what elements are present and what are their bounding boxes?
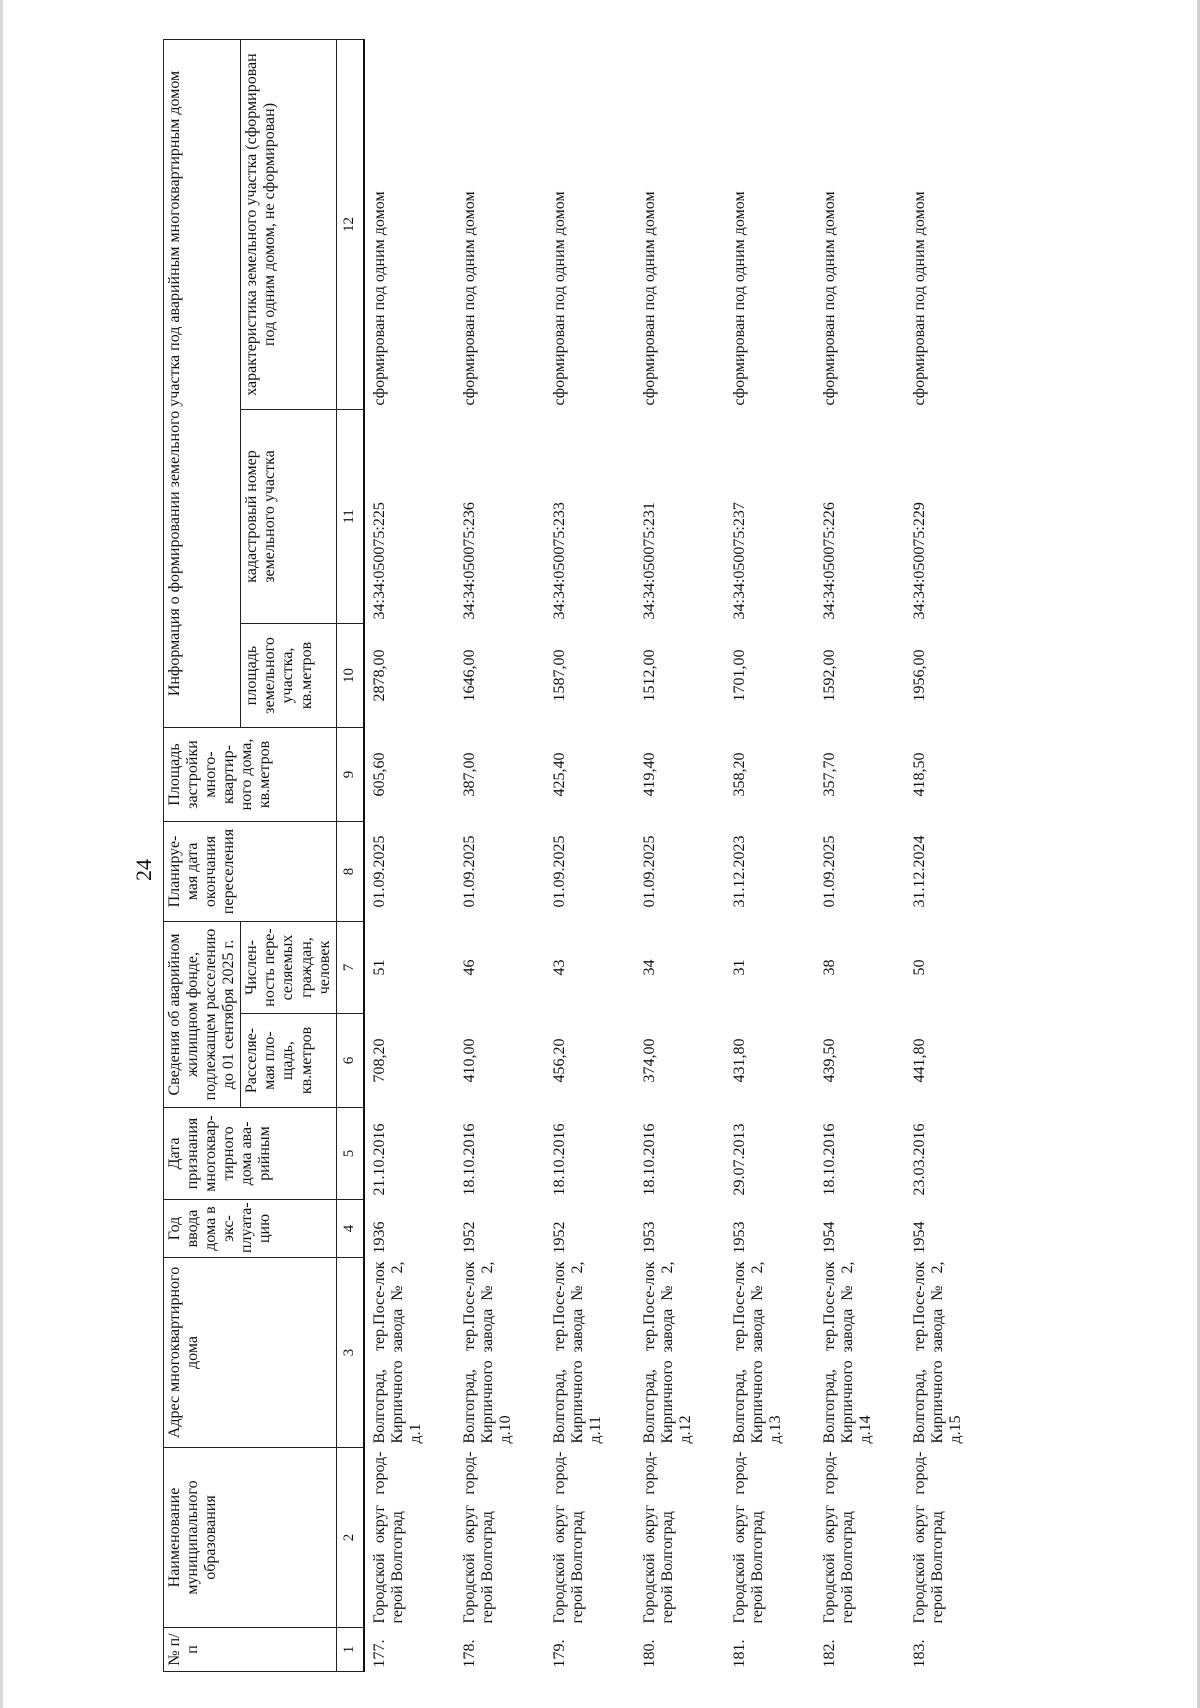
- cadastral-number: 34:34:050075:225: [364, 410, 455, 624]
- planned-resettlement-date: 31.12.2023: [730, 835, 748, 908]
- municipality-name: Городской округ город-герой Волгоград: [910, 1451, 946, 1624]
- building-footprint-area: 387,00: [460, 752, 478, 797]
- building-footprint-area: 605,60: [364, 728, 455, 822]
- emergency-date: 18.10.2016: [550, 1123, 568, 1196]
- resettled-area: 431,80: [730, 1038, 748, 1083]
- table-row: [635, 40, 725, 1672]
- header-cell: Адрес многоквартирного дома: [164, 1258, 337, 1448]
- house-address: Волгоград, тер.Посе-лок Кирпичного завода № 2, д.15: [910, 1261, 964, 1444]
- planned-resettlement-date: 01.09.2025: [460, 835, 478, 908]
- land-plot-status: сформирован под одним домом: [730, 191, 748, 406]
- land-plot-status: сформирован под одним домом: [640, 191, 658, 406]
- column-number: 11: [336, 410, 364, 624]
- municipality-name: Городской округ город-герой Волгоград: [550, 1451, 586, 1624]
- emergency-date: 18.10.2016: [460, 1123, 478, 1196]
- emergency-date: 23.03.2016: [910, 1123, 928, 1196]
- building-footprint-area: 357,70: [820, 752, 838, 797]
- table-row: [815, 40, 905, 1672]
- house-address: Волгоград, тер.Посе-лок Кирпичного завода № 2, д.13: [730, 1261, 784, 1444]
- resettled-people: 34: [640, 959, 658, 976]
- table-row: [725, 40, 815, 1672]
- document-sheet: [163, 40, 1175, 1672]
- house-address: Волгоград, тер.Посе-лок Кирпичного завода № 2, д.10: [460, 1261, 514, 1444]
- commissioning-year: 1954: [820, 1221, 838, 1254]
- commissioning-year: 1953: [640, 1221, 658, 1254]
- land-plot-status: сформирован под одним домом: [364, 40, 455, 410]
- house-address: Волгоград, тер.Посе-лок Кирпичного завода № 2, д.11: [550, 1261, 604, 1444]
- commissioning-year: 1952: [550, 1221, 568, 1254]
- row-number: 180.: [640, 1639, 658, 1668]
- column-number: 2: [336, 1448, 364, 1628]
- scan-left-edge: [0, 0, 3, 1708]
- land-plot-area: 1512,00: [640, 649, 658, 702]
- land-plot-area: 2878,00: [364, 624, 455, 728]
- header-cell: Дата признания многоквар-тирного дома ава-рийным: [164, 1108, 337, 1200]
- resettled-people: 51: [364, 922, 455, 1014]
- land-plot-area: 1956,00: [910, 649, 928, 702]
- cadastral-number: 34:34:050075:226: [820, 502, 838, 620]
- municipality-name: Городской округ город-герой Волгоград: [730, 1451, 766, 1624]
- header-group-cell: Информация о формировании земельного участка под аварийным многоквартирным домом: [164, 40, 241, 728]
- land-plot-status: сформирован под одним домом: [910, 191, 928, 406]
- header-cell: Площадь застройки много-квартир-ного дома, кв.метров: [164, 728, 337, 822]
- house-address: Волгоград, тер.Посе-лок Кирпичного завода № 2, д.14: [820, 1261, 874, 1444]
- planned-resettlement-date: 01.09.2025: [550, 835, 568, 908]
- resettled-people: 50: [910, 959, 928, 976]
- house-address: Волгоград, тер.Посе-лок Кирпичного завода № 2, д.1: [364, 1258, 455, 1448]
- planned-resettlement-date: 01.09.2025: [820, 835, 838, 908]
- header-cell: Планируе-мая дата окончания переселения: [164, 822, 337, 922]
- column-number: 10: [336, 624, 364, 728]
- row-number: 177.: [364, 1628, 455, 1672]
- land-plot-area: 1592,00: [820, 649, 838, 702]
- column-number-row: [336, 40, 364, 1672]
- header-cell: площадь земельного участка, кв.метров: [241, 624, 336, 728]
- land-plot-area: 1701,00: [730, 649, 748, 702]
- municipality-name: Городской округ город-герой Волгоград: [640, 1451, 676, 1624]
- header-cell: Наименование муниципального образования: [164, 1448, 337, 1628]
- row-number: 181.: [730, 1639, 748, 1668]
- cadastral-number: 34:34:050075:229: [910, 502, 928, 620]
- land-plot-status: сформирован под одним домом: [460, 191, 478, 406]
- municipality-name: Городской округ город-герой Волгоград: [820, 1451, 856, 1624]
- header-row-1: [164, 40, 241, 1672]
- header-cell: Числен-ность пере-селяемых граждан, человек: [241, 922, 336, 1014]
- header-cell: характеристика земельного участка (сформирован под одним домом, не сформирован): [241, 40, 336, 410]
- planned-resettlement-date: 01.09.2025: [364, 822, 455, 922]
- resettled-area: 374,00: [640, 1038, 658, 1083]
- table-row: [545, 40, 635, 1672]
- resettled-people: 31: [730, 959, 748, 976]
- emergency-date: 18.10.2016: [640, 1123, 658, 1196]
- table-row: [364, 40, 455, 1672]
- emergency-housing-table: [163, 39, 995, 1672]
- commissioning-year: 1954: [910, 1221, 928, 1254]
- table-row: [455, 40, 545, 1672]
- building-footprint-area: 425,40: [550, 752, 568, 797]
- page-number: 24: [131, 859, 156, 881]
- municipality-name: Городской округ город-герой Волгоград: [364, 1448, 455, 1628]
- column-number: 8: [336, 822, 364, 922]
- column-number: 9: [336, 728, 364, 822]
- column-number: 3: [336, 1258, 364, 1448]
- planned-resettlement-date: 01.09.2025: [640, 835, 658, 908]
- cadastral-number: 34:34:050075:237: [730, 502, 748, 620]
- table-row: [905, 40, 995, 1672]
- emergency-date: 29.07.2013: [730, 1123, 748, 1196]
- column-number: 4: [336, 1200, 364, 1258]
- house-address: Волгоград, тер.Посе-лок Кирпичного завода № 2, д.12: [640, 1261, 694, 1444]
- building-footprint-area: 419,40: [640, 752, 658, 797]
- row-number: 182.: [820, 1639, 838, 1668]
- header-cell: Год ввода дома в экс-плуата-цию: [164, 1200, 337, 1258]
- resettled-people: 43: [550, 959, 568, 976]
- building-footprint-area: 358,20: [730, 752, 748, 797]
- row-number: 183.: [910, 1639, 928, 1668]
- header-cell: № п/п: [164, 1628, 337, 1672]
- commissioning-year: 1953: [730, 1221, 748, 1254]
- column-number: 7: [336, 922, 364, 1014]
- land-plot-area: 1646,00: [460, 649, 478, 702]
- resettled-area: 410,00: [460, 1038, 478, 1083]
- cadastral-number: 34:34:050075:236: [460, 502, 478, 620]
- land-plot-status: сформирован под одним домом: [820, 191, 838, 406]
- land-plot-area: 1587,00: [550, 649, 568, 702]
- header-group-cell: Сведения об аварийном жилищном фонде, подлежащем расселению до 01 сентября 2025 г.: [164, 922, 241, 1108]
- emergency-date: 18.10.2016: [820, 1123, 838, 1196]
- resettled-area: 441,80: [910, 1038, 928, 1083]
- emergency-date: 21.10.2016: [364, 1108, 455, 1200]
- cadastral-number: 34:34:050075:231: [640, 502, 658, 620]
- row-number: 178.: [460, 1639, 478, 1668]
- resettled-area: 708,20: [364, 1014, 455, 1108]
- planned-resettlement-date: 31.12.2024: [910, 835, 928, 908]
- column-number: 5: [336, 1108, 364, 1200]
- row-number: 179.: [550, 1639, 568, 1668]
- building-footprint-area: 418,50: [910, 752, 928, 797]
- header-cell: Расселяе-мая пло-щадь, кв.метров: [241, 1014, 336, 1108]
- column-number: 12: [336, 40, 364, 410]
- commissioning-year: 1936: [364, 1200, 455, 1258]
- municipality-name: Городской округ город-герой Волгоград: [460, 1451, 496, 1624]
- resettled-people: 46: [460, 959, 478, 976]
- cadastral-number: 34:34:050075:233: [550, 502, 568, 620]
- commissioning-year: 1952: [460, 1221, 478, 1254]
- resettled-area: 439,50: [820, 1038, 838, 1083]
- resettled-people: 38: [820, 959, 838, 976]
- resettled-area: 456,20: [550, 1038, 568, 1083]
- header-cell: кадастровый номер земельного участка: [241, 410, 336, 624]
- land-plot-status: сформирован под одним домом: [550, 191, 568, 406]
- column-number: 1: [336, 1628, 364, 1672]
- column-number: 6: [336, 1014, 364, 1108]
